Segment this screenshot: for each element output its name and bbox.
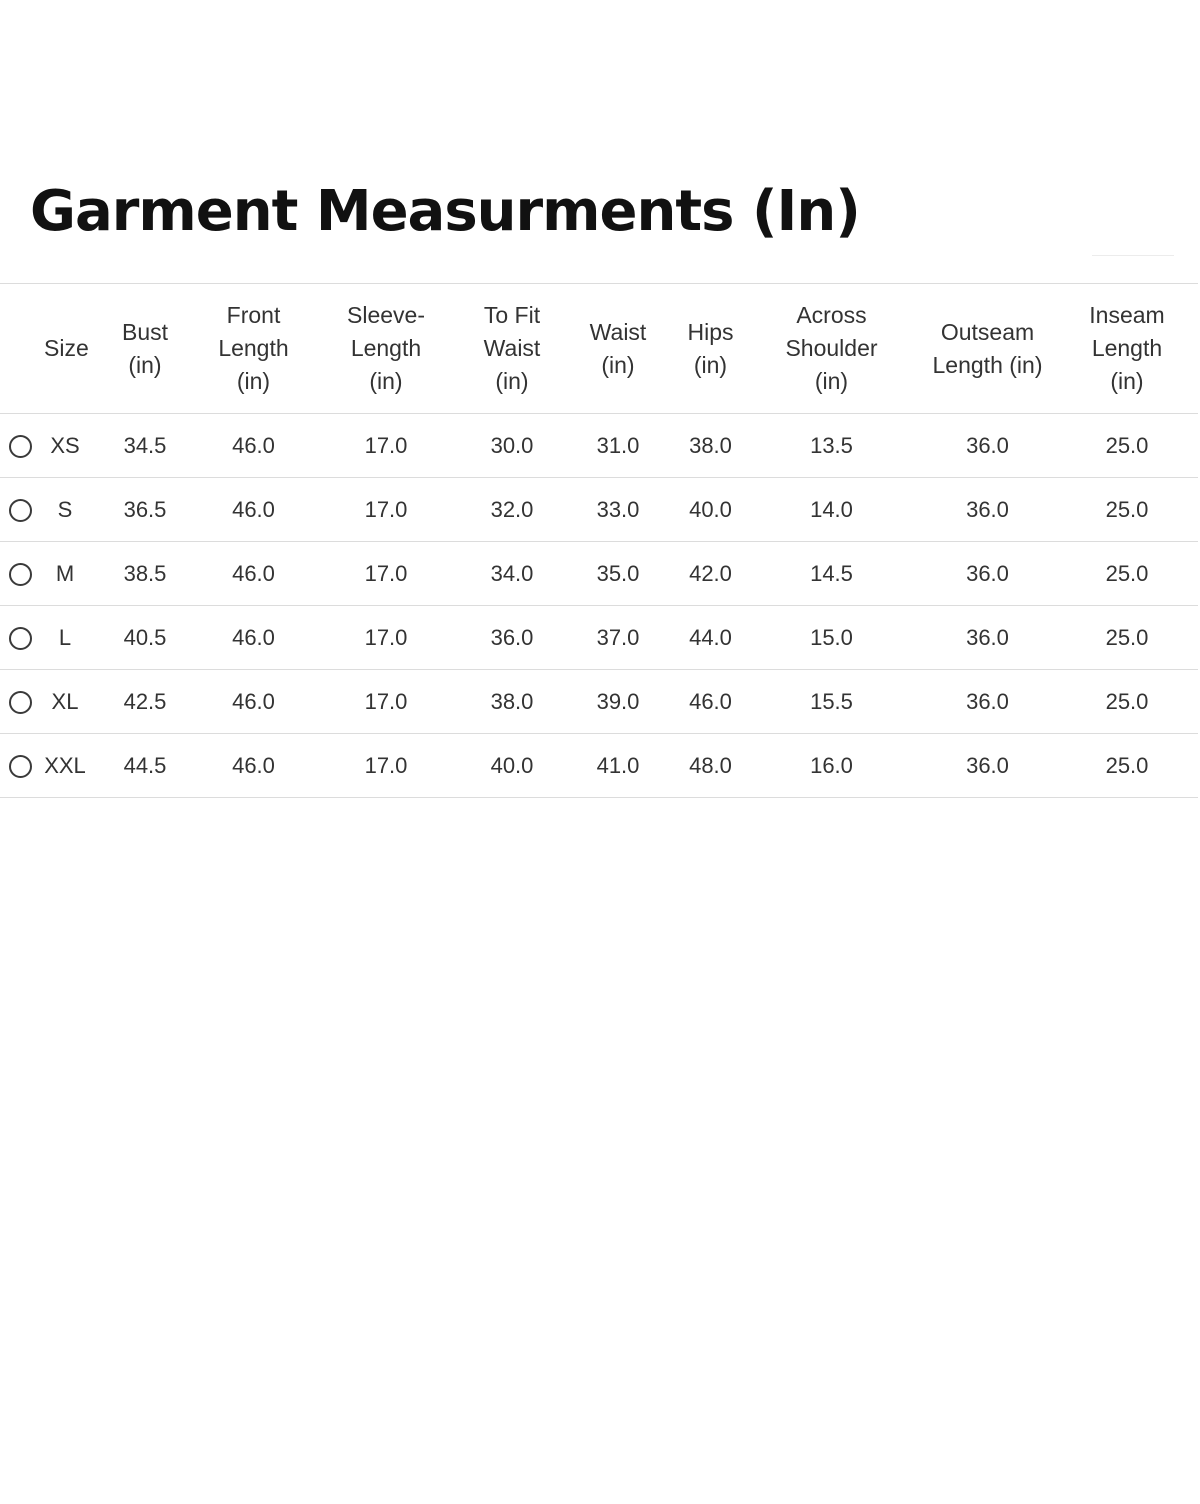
column-header-size: Size	[44, 335, 89, 361]
size-radio-cell[interactable]	[0, 670, 40, 734]
cell-bust: 42.5	[123, 688, 167, 714]
divider	[1092, 255, 1174, 256]
size-radio-cell[interactable]	[0, 542, 40, 606]
cell-hips: 40.0	[689, 496, 732, 522]
cell-waist: 39.0	[596, 688, 640, 714]
cell-front-length: 46.0	[232, 560, 275, 586]
cell-across-shoulder: 14.5	[810, 560, 853, 586]
cell-size: XS	[50, 432, 80, 458]
size-radio-cell[interactable]	[0, 606, 40, 670]
table-row[interactable]	[0, 542, 1198, 606]
column-header-front-length: Front Length (in)	[218, 302, 289, 394]
column-header-outseam-length: Outseam Length (in)	[932, 318, 1043, 378]
cell-outseam-length: 36.0	[966, 496, 1009, 522]
cell-across-shoulder: 16.0	[810, 752, 853, 778]
cell-waist: 33.0	[596, 496, 640, 522]
cell-inseam-length: 25.0	[1105, 624, 1149, 650]
cell-inseam-length: 25.0	[1105, 688, 1149, 714]
cell-hips: 48.0	[689, 752, 732, 778]
cell-bust: 38.5	[123, 560, 167, 586]
cell-to-fit-waist: 34.0	[490, 560, 534, 586]
cell-across-shoulder: 13.5	[810, 432, 853, 458]
cell-sleeve-length: 17.0	[364, 688, 408, 714]
cell-inseam-length: 25.0	[1105, 752, 1149, 778]
cell-to-fit-waist: 40.0	[490, 752, 534, 778]
cell-size: M	[55, 560, 75, 586]
cell-sleeve-length: 17.0	[364, 752, 408, 778]
cell-to-fit-waist: 32.0	[490, 496, 534, 522]
cell-to-fit-waist: 38.0	[490, 688, 534, 714]
cell-front-length: 46.0	[232, 496, 275, 522]
table-row[interactable]	[0, 478, 1198, 542]
column-header-waist: Waist (in)	[589, 318, 647, 378]
cell-across-shoulder: 15.5	[810, 688, 853, 714]
radio-button-unchecked-icon[interactable]	[9, 435, 32, 458]
size-table	[0, 283, 1198, 798]
cell-waist: 35.0	[596, 560, 640, 586]
table-header-row	[0, 284, 1198, 414]
cell-inseam-length: 25.0	[1105, 432, 1149, 458]
cell-sleeve-length: 17.0	[364, 624, 408, 650]
column-header-bust: Bust (in)	[121, 318, 169, 378]
radio-button-unchecked-icon[interactable]	[9, 755, 32, 778]
cell-outseam-length: 36.0	[966, 560, 1009, 586]
cell-inseam-length: 25.0	[1105, 496, 1149, 522]
size-radio-cell[interactable]	[0, 478, 40, 542]
cell-size: S	[57, 496, 73, 522]
cell-front-length: 46.0	[232, 432, 275, 458]
cell-to-fit-waist: 36.0	[490, 624, 534, 650]
page-title: Garment Measurments (In)	[30, 179, 860, 244]
radio-button-unchecked-icon[interactable]	[9, 499, 32, 522]
cell-front-length: 46.0	[232, 688, 275, 714]
cell-to-fit-waist: 30.0	[490, 432, 534, 458]
column-header-sleeve-length: Sleeve- Length (in)	[347, 302, 425, 394]
cell-sleeve-length: 17.0	[364, 432, 408, 458]
cell-outseam-length: 36.0	[966, 752, 1009, 778]
cell-waist: 31.0	[596, 432, 640, 458]
column-header-across-shoulder: Across Shoulder (in)	[785, 302, 878, 394]
cell-across-shoulder: 15.0	[810, 624, 853, 650]
cell-hips: 42.0	[689, 560, 732, 586]
cell-bust: 40.5	[123, 624, 167, 650]
size-radio-cell[interactable]	[0, 414, 40, 478]
radio-button-unchecked-icon[interactable]	[9, 627, 32, 650]
cell-hips: 38.0	[689, 432, 732, 458]
cell-bust: 36.5	[123, 496, 167, 522]
table-body	[0, 414, 1198, 798]
column-header-inseam-length: Inseam Length (in)	[1089, 302, 1165, 394]
cell-waist: 37.0	[596, 624, 640, 650]
size-chart	[0, 283, 1198, 798]
cell-size: XL	[51, 688, 79, 714]
cell-across-shoulder: 14.0	[810, 496, 853, 522]
cell-bust: 44.5	[123, 752, 167, 778]
table-row[interactable]	[0, 734, 1198, 798]
radio-button-unchecked-icon[interactable]	[9, 563, 32, 586]
cell-bust: 34.5	[123, 432, 167, 458]
cell-size: L	[58, 624, 72, 650]
cell-front-length: 46.0	[232, 752, 275, 778]
radio-button-unchecked-icon[interactable]	[9, 691, 32, 714]
column-header-hips: Hips (in)	[687, 318, 734, 378]
table-row[interactable]	[0, 606, 1198, 670]
cell-sleeve-length: 17.0	[364, 560, 408, 586]
cell-hips: 44.0	[689, 624, 732, 650]
table-row[interactable]	[0, 670, 1198, 734]
cell-hips: 46.0	[689, 688, 732, 714]
table-row[interactable]	[0, 414, 1198, 478]
cell-sleeve-length: 17.0	[364, 496, 408, 522]
column-header-to-fit-waist: To Fit Waist (in)	[483, 302, 541, 394]
cell-inseam-length: 25.0	[1105, 560, 1149, 586]
size-radio-cell[interactable]	[0, 734, 40, 798]
cell-outseam-length: 36.0	[966, 432, 1009, 458]
cell-waist: 41.0	[596, 752, 640, 778]
header-radio-spacer	[0, 284, 40, 414]
cell-outseam-length: 36.0	[966, 624, 1009, 650]
cell-size: XXL	[44, 752, 86, 778]
cell-outseam-length: 36.0	[966, 688, 1009, 714]
cell-front-length: 46.0	[232, 624, 275, 650]
